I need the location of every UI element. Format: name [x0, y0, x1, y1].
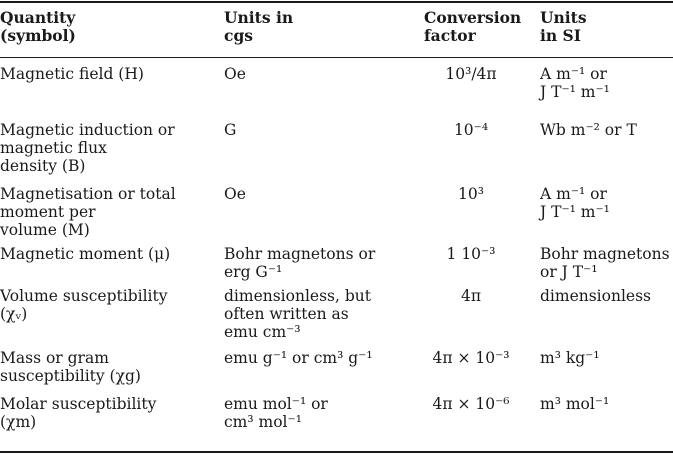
- quantity-cell: Molar susceptibility (χm): [0, 395, 157, 431]
- quantity-cell: Volume susceptibility (χᵥ): [0, 287, 168, 323]
- table-row: [0, 287, 673, 349]
- quantity-cell: Magnetic moment (μ): [0, 245, 171, 263]
- si-cell: Wb m⁻² or T: [540, 121, 637, 139]
- cgs-cell: Oe: [224, 185, 246, 203]
- si-cell: m³ mol⁻¹: [540, 395, 610, 413]
- header-si: Units in SI: [540, 8, 587, 45]
- quantity-cell: Mass or gram susceptibility (χg): [0, 349, 141, 385]
- conversion-cell: 10⁻⁴: [453, 121, 489, 139]
- header-cgs: Units in cgs: [224, 8, 294, 45]
- si-cell: A m⁻¹ or J T⁻¹ m⁻¹: [540, 65, 610, 101]
- bottom-rule: [0, 451, 673, 453]
- cgs-cell: emu g⁻¹ or cm³ g⁻¹: [224, 349, 373, 367]
- cgs-cell: Bohr magnetons or erg G⁻¹: [224, 245, 376, 281]
- top-rule: [0, 1, 673, 3]
- header-row: [0, 9, 673, 65]
- si-cell: A m⁻¹ or J T⁻¹ m⁻¹: [540, 185, 610, 221]
- conversion-cell: 10³: [458, 185, 484, 203]
- table-row: [0, 395, 673, 441]
- cgs-cell: G: [224, 121, 237, 139]
- cgs-cell: dimensionless, but often written as emu cm⁻³: [224, 287, 371, 341]
- si-cell: dimensionless: [540, 287, 651, 305]
- quantity-cell: Magnetic field (H): [0, 65, 144, 83]
- quantity-cell: Magnetisation or total moment per volume (M): [0, 185, 176, 239]
- header-conversion: Conversion factor: [424, 8, 522, 45]
- quantity-cell: Magnetic induction or magnetic flux density (B): [0, 121, 175, 175]
- conversion-cell: 4π × 10⁻³: [432, 349, 510, 367]
- conversion-cell: 4π: [460, 287, 482, 305]
- conversion-cell: 4π × 10⁻⁶: [432, 395, 510, 413]
- header-quantity: Quantity (symbol): [0, 8, 76, 45]
- units-conversion-table: [0, 9, 673, 441]
- table-row: [0, 185, 673, 245]
- cgs-cell: emu mol⁻¹ or cm³ mol⁻¹: [224, 395, 328, 431]
- conversion-cell: 10³/4π: [445, 65, 497, 83]
- cgs-cell: Oe: [224, 65, 246, 83]
- table-row: [0, 65, 673, 121]
- si-cell: Bohr magnetons or J T⁻¹: [540, 245, 670, 281]
- table-row: [0, 245, 673, 287]
- si-cell: m³ kg⁻¹: [540, 349, 600, 367]
- conversion-cell: 1 10⁻³: [446, 245, 496, 263]
- table-row: [0, 121, 673, 185]
- table-row: [0, 349, 673, 395]
